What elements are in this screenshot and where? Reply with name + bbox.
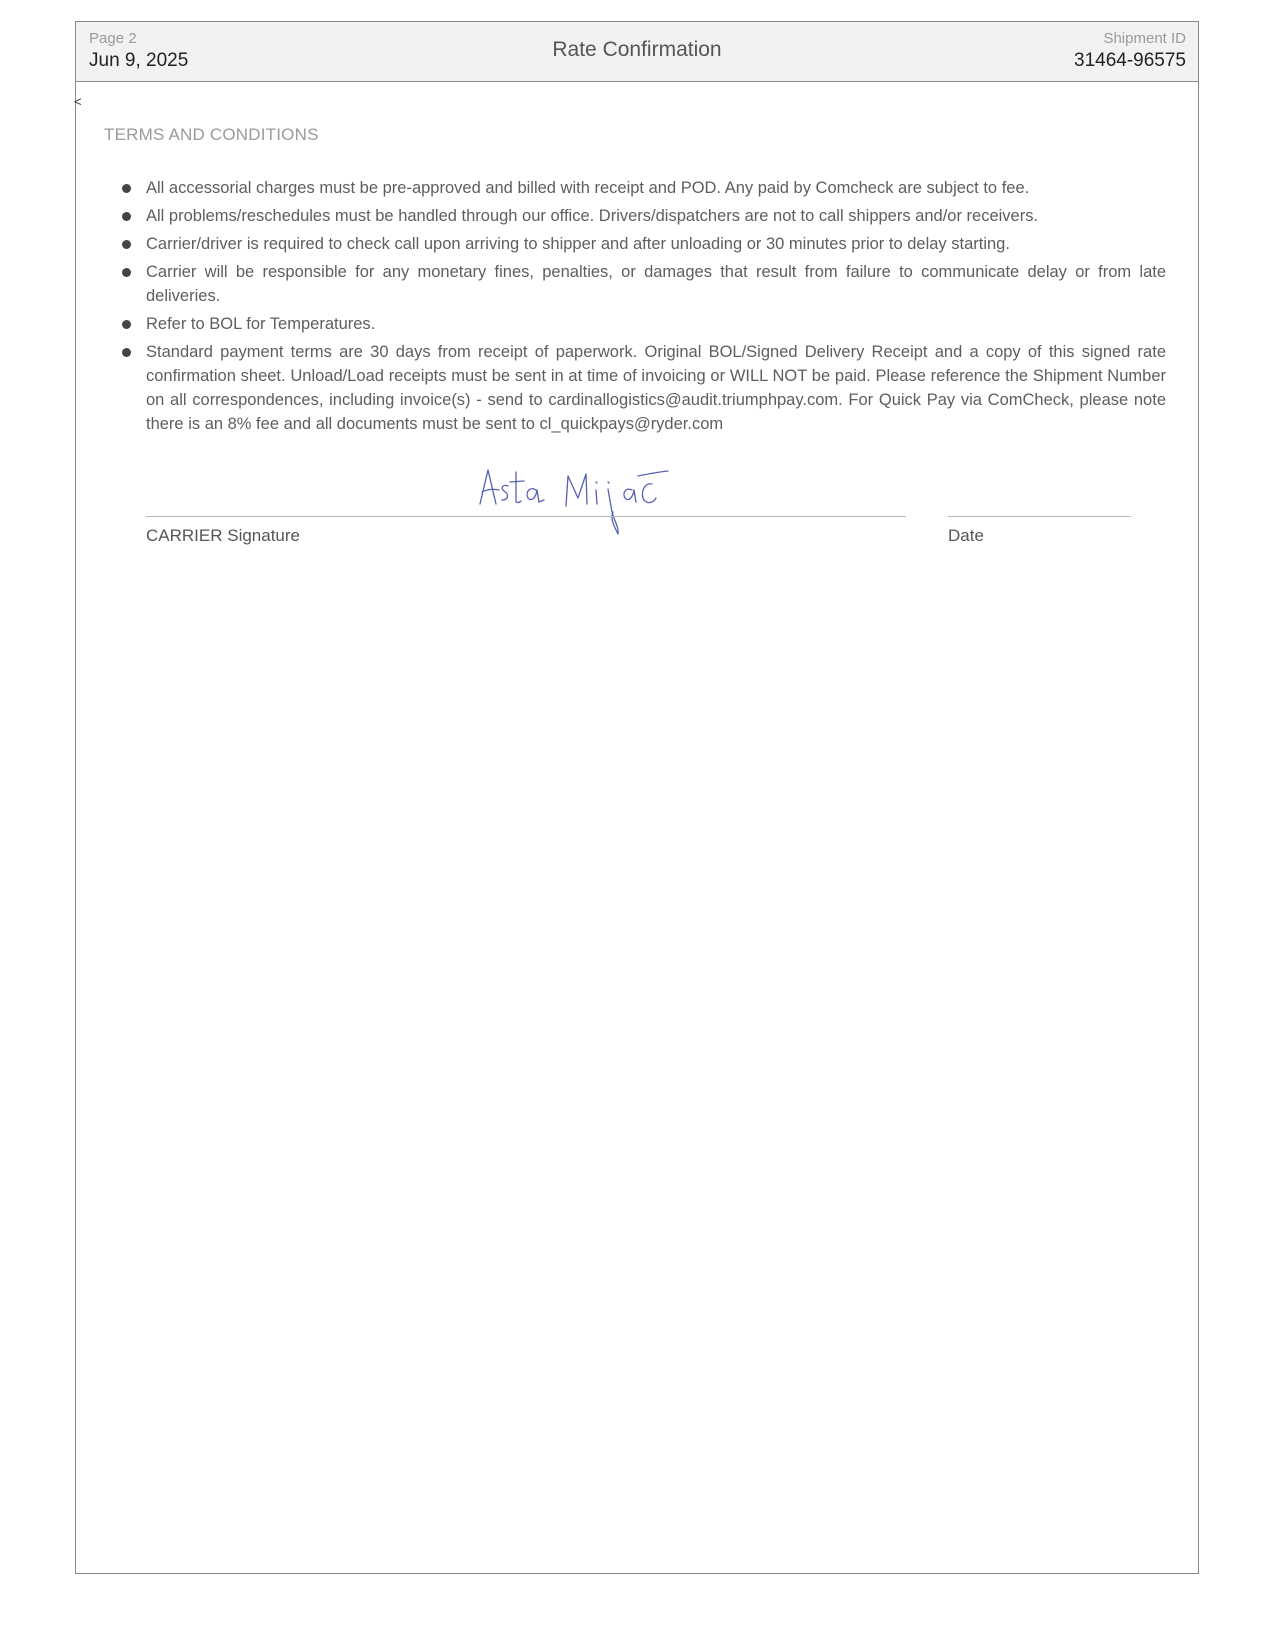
term-item <box>146 312 1166 336</box>
term-text: Carrier/driver is required to check call upon arriving to shipper and after unloading or 30 minutes prior to delay starting. <box>146 235 1010 253</box>
terms-heading: TERMS AND CONDITIONS <box>104 125 319 144</box>
date-line <box>948 516 1131 517</box>
term-item <box>146 176 1166 200</box>
terms-list <box>146 176 1166 440</box>
term-item <box>146 204 1166 228</box>
signature-block <box>146 462 1166 552</box>
bullet-icon <box>122 240 131 249</box>
carrier-signature-label: CARRIER Signature <box>146 526 301 545</box>
page-header <box>76 22 1198 82</box>
stray-character: < <box>74 94 82 109</box>
bullet-icon <box>122 212 131 221</box>
term-text: All problems/reschedules must be handled through our office. Drivers/dispatchers are not to call shippers and/or receivers. <box>146 207 1039 225</box>
term-text: Standard payment terms are 30 days from receipt of paperwork. Original BOL/Signed Delivery Receipt and a copy of this signed rate confirmation sheet. Unload/Load receipts must be sent in at time of invoicing or WILL NOT be paid. Please reference the Shipment Number on all correspondences, including invoice(s) - send to cardinallogistics@audit.triumphpay.com. For Quick Pay via ComCheck, please note there is an 8% fee and all documents must be sent to cl_quickpays@ryder.com <box>146 343 1166 433</box>
term-text: Carrier will be responsible for any monetary fines, penalties, or damages that result from failure to communicate delay or from late deliveries. <box>146 263 1166 305</box>
document-date: Jun 9, 2025 <box>89 50 189 71</box>
term-text: Refer to BOL for Temperatures. <box>146 315 376 333</box>
document-page <box>75 21 1199 1574</box>
signature-line <box>146 516 906 517</box>
page-number: Page 2 <box>89 30 137 47</box>
bullet-icon <box>122 348 131 357</box>
handwritten-signature <box>476 462 676 537</box>
bullet-icon <box>122 184 131 193</box>
term-item <box>146 260 1166 308</box>
term-item <box>146 232 1166 256</box>
bullet-icon <box>122 320 131 329</box>
term-item <box>146 340 1166 436</box>
bullet-icon <box>122 268 131 277</box>
document-title: Rate Confirmation <box>552 38 722 61</box>
date-label: Date <box>948 526 984 545</box>
term-text: All accessorial charges must be pre-approved and billed with receipt and POD. Any paid by Comcheck are subject to fee. <box>146 179 1030 197</box>
shipment-info <box>1074 30 1186 74</box>
shipment-id-value: 31464-96575 <box>1074 50 1186 71</box>
shipment-id-label: Shipment ID <box>1103 30 1186 47</box>
